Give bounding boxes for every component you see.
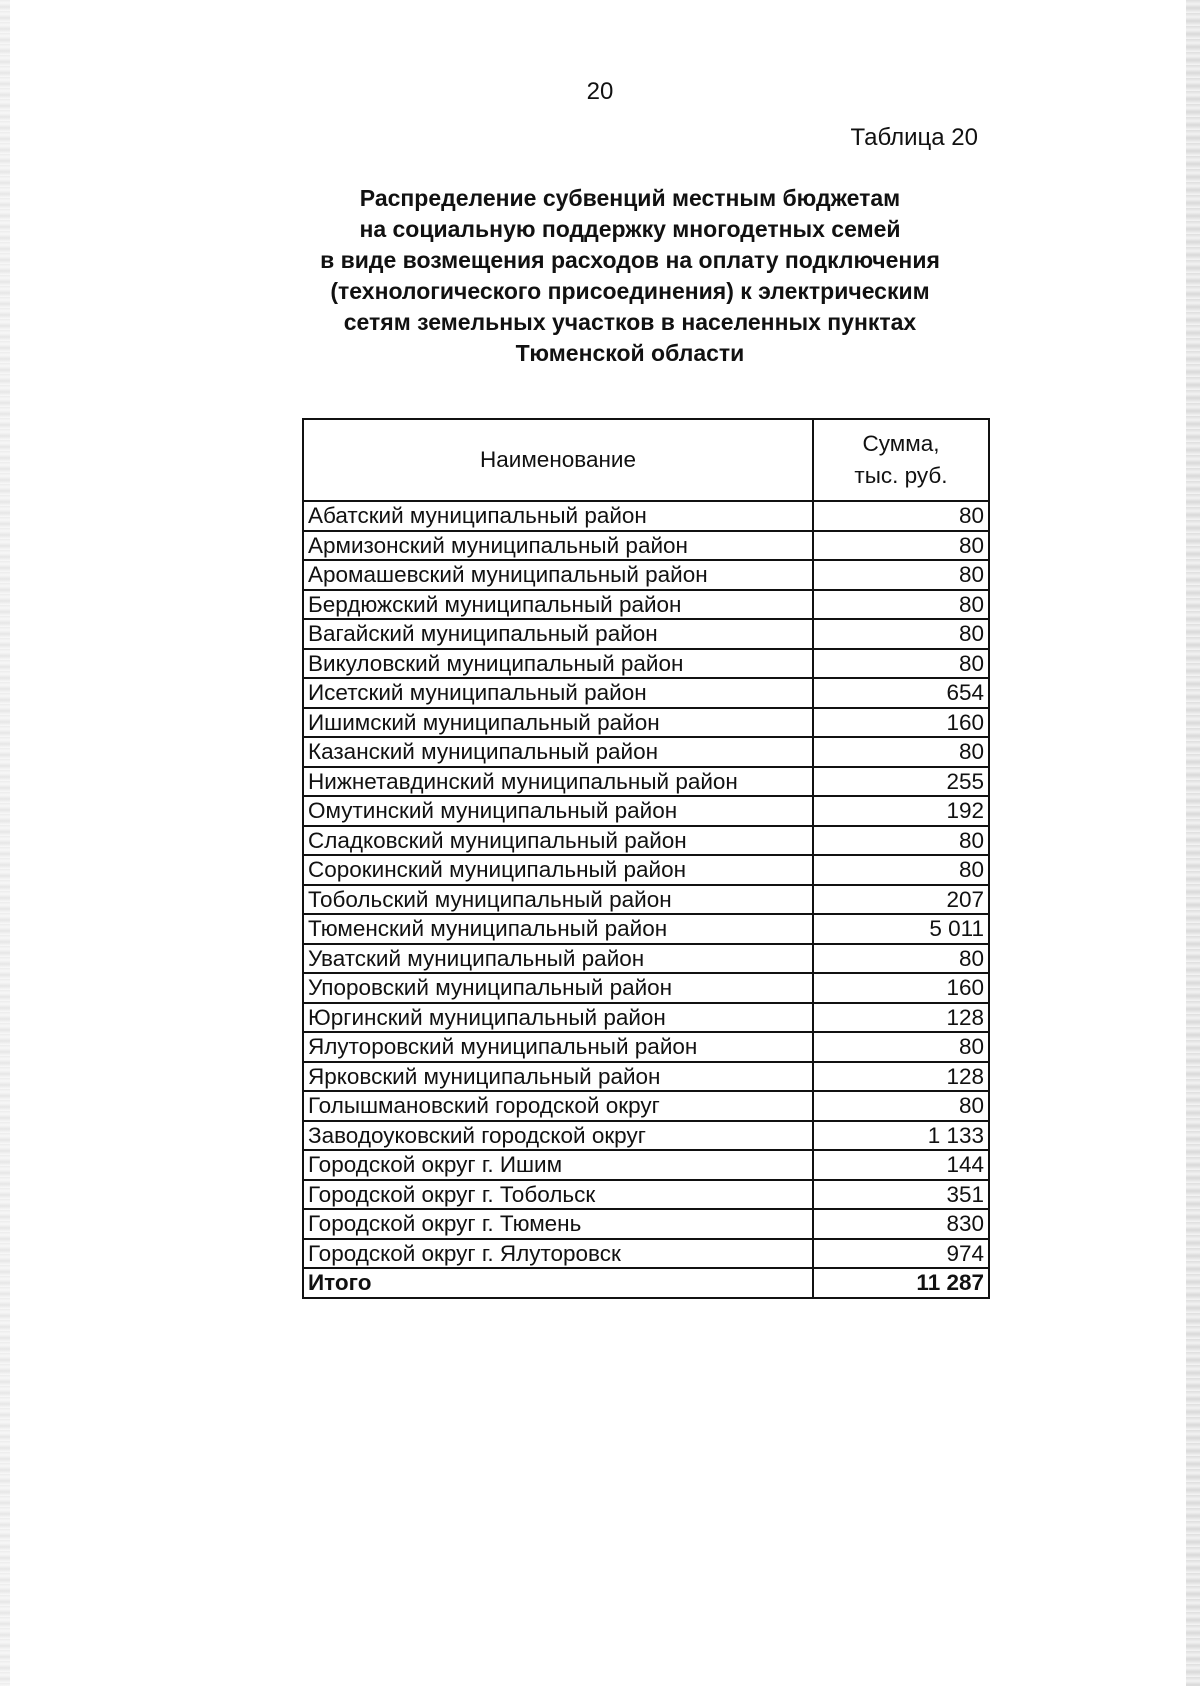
title-line: в виде возмещения расходов на оплату подключения [320,247,940,273]
title-line: на социальную поддержку многодетных семей [359,216,901,242]
row-amount: 351 [813,1180,989,1210]
row-name: Армизонский муниципальный район [303,531,813,561]
row-amount: 830 [813,1209,989,1239]
row-name: Сорокинский муниципальный район [303,855,813,885]
row-name: Аромашевский муниципальный район [303,560,813,590]
header-amount-line: тыс. руб. [854,463,948,488]
title-line: сетям земельных участков в населенных пунктах [343,309,917,335]
row-amount: 128 [813,1003,989,1033]
table-row [303,1121,989,1151]
row-amount: 80 [813,855,989,885]
row-name: Тюменский муниципальный район [303,914,813,944]
row-name: Нижнетавдинский муниципальный район [303,767,813,797]
table-row [303,826,989,856]
row-name: Тобольский муниципальный район [303,885,813,915]
table-row [303,1062,989,1092]
subvention-table [302,418,990,1299]
total-label: Итого [303,1268,813,1298]
table-header-row [303,419,989,501]
row-amount: 80 [813,826,989,856]
row-name: Городской округ г. Тюмень [303,1209,813,1239]
table-row [303,560,989,590]
page-number: 20 [586,78,614,105]
row-name: Голышмановский городской округ [303,1091,813,1121]
table-row [303,1003,989,1033]
row-amount: 80 [813,1032,989,1062]
row-name: Юргинский муниципальный район [303,1003,813,1033]
row-name: Сладковский муниципальный район [303,826,813,856]
row-amount: 80 [813,531,989,561]
row-amount: 80 [813,737,989,767]
table-row [303,914,989,944]
row-amount: 192 [813,796,989,826]
row-amount: 654 [813,678,989,708]
row-amount: 80 [813,619,989,649]
total-row [303,1268,989,1298]
table-row [303,767,989,797]
row-amount: 80 [813,590,989,620]
table-row [303,973,989,1003]
row-name: Ялуторовский муниципальный район [303,1032,813,1062]
title-line: Тюменской области [515,340,745,366]
table-row [303,796,989,826]
row-amount: 128 [813,1062,989,1092]
header-name: Наименование [303,419,813,501]
row-name: Городской округ г. Ишим [303,1150,813,1180]
table-row [303,855,989,885]
total-amount: 11 287 [813,1268,989,1298]
row-name: Викуловский муниципальный район [303,649,813,679]
row-name: Исетский муниципальный район [303,678,813,708]
table-row [303,1150,989,1180]
row-amount: 207 [813,885,989,915]
row-name: Заводоуковский городской округ [303,1121,813,1151]
title-line: Распределение субвенций местным бюджетам [359,185,901,211]
row-amount: 974 [813,1239,989,1269]
table-row [303,1239,989,1269]
row-amount: 80 [813,1091,989,1121]
table-body [303,501,989,1298]
table-row [303,944,989,974]
row-amount: 1 133 [813,1121,989,1151]
table-row [303,649,989,679]
scan-edge-right [1186,0,1200,1686]
row-name: Ярковский муниципальный район [303,1062,813,1092]
row-amount: 80 [813,944,989,974]
document-title [280,183,980,369]
table-row [303,885,989,915]
table-row [303,590,989,620]
row-name: Городской округ г. Ялуторовск [303,1239,813,1269]
table-row [303,1091,989,1121]
table-row [303,737,989,767]
table-label: Таблица 20 [850,124,978,151]
row-amount: 5 011 [813,914,989,944]
title-line: (технологического присоединения) к электрическим [330,278,930,304]
table-row [303,678,989,708]
row-name: Вагайский муниципальный район [303,619,813,649]
row-name: Уватский муниципальный район [303,944,813,974]
row-amount: 80 [813,649,989,679]
row-name: Упоровский муниципальный район [303,973,813,1003]
row-name: Омутинский муниципальный район [303,796,813,826]
header-amount [813,419,989,501]
row-name: Абатский муниципальный район [303,501,813,531]
row-amount: 80 [813,560,989,590]
row-amount: 255 [813,767,989,797]
table-row [303,708,989,738]
row-amount: 80 [813,501,989,531]
table-row [303,1209,989,1239]
row-name: Городской округ г. Тобольск [303,1180,813,1210]
table-row [303,1180,989,1210]
table-row [303,619,989,649]
row-name: Казанский муниципальный район [303,737,813,767]
row-amount: 144 [813,1150,989,1180]
row-name: Бердюжский муниципальный район [303,590,813,620]
scan-edge-left [0,0,10,1686]
row-amount: 160 [813,708,989,738]
header-amount-line: Сумма, [862,431,940,456]
table-row [303,1032,989,1062]
table-row [303,501,989,531]
row-name: Ишимский муниципальный район [303,708,813,738]
table-row [303,531,989,561]
row-amount: 160 [813,973,989,1003]
